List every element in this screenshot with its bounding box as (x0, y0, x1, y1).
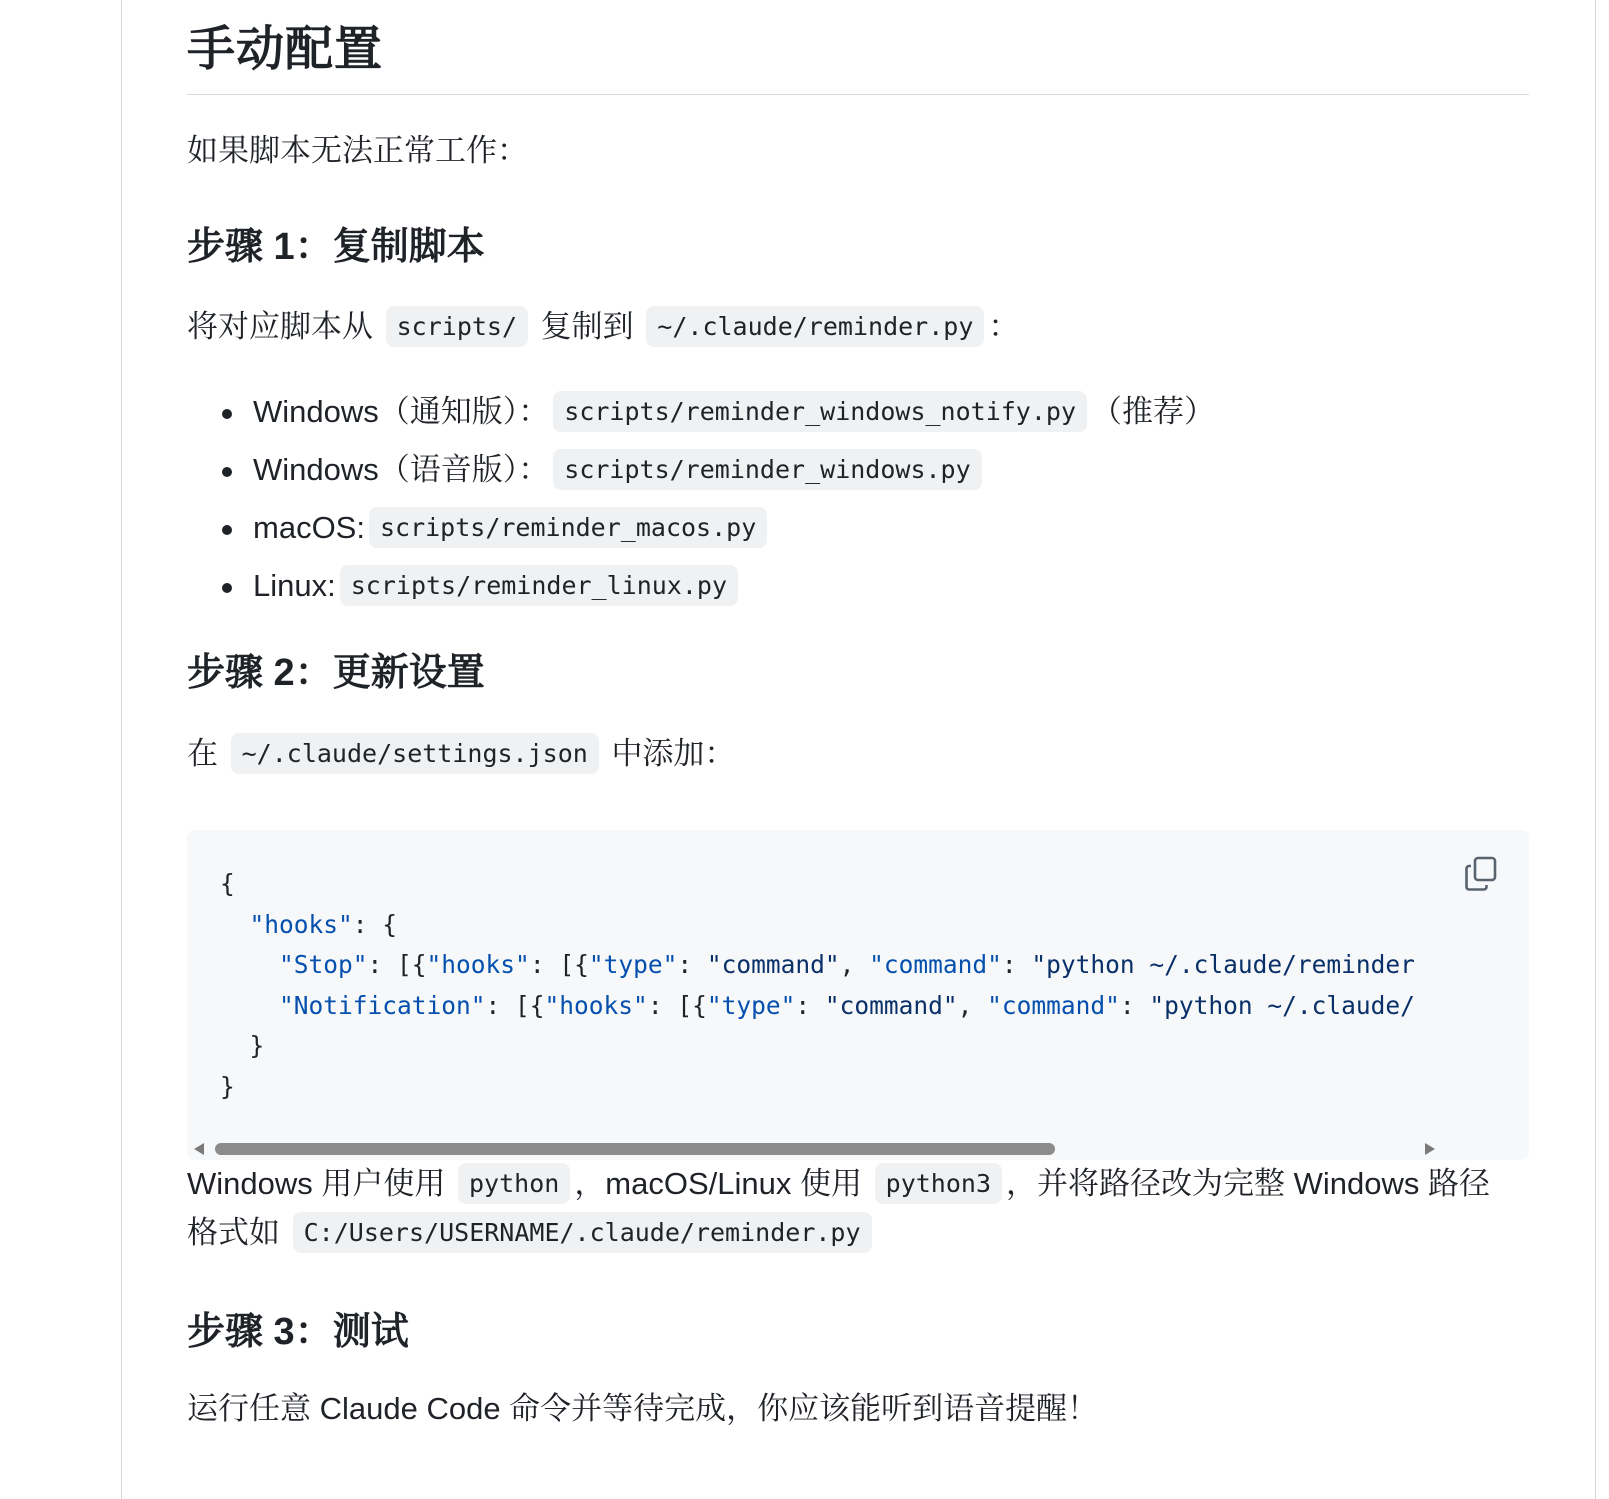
inline-code-src: scripts/ (386, 306, 528, 347)
step2-lead (187, 732, 735, 776)
horizontal-scrollbar[interactable] (187, 1138, 1437, 1160)
code-content[interactable]: { "hooks": { "Stop": [{"hooks": [{"type": "command", "command": "python ~/.claude/reminder "Notification": [{"hooks": [{"type": "command", "command": "python ~/.claude/ } } (220, 869, 1415, 1101)
inline-code-dst: ~/.claude/reminder.py (646, 306, 984, 347)
inline-code-python3: python3 (875, 1163, 1002, 1204)
inline-code-settings: ~/.claude/settings.json (231, 733, 599, 774)
scroll-right-arrow-icon[interactable] (1425, 1143, 1435, 1155)
file-path: scripts/reminder_windows.py (553, 449, 981, 490)
step2-note-line2 (187, 1211, 876, 1255)
step2-lead-post: 中添加： (611, 736, 736, 771)
list-item (187, 506, 1215, 564)
note-text: 格式如 (187, 1215, 280, 1250)
list-item (187, 390, 1215, 448)
note-text: Windows 用户使用 (187, 1166, 446, 1201)
file-path: scripts/reminder_windows_notify.py (553, 391, 1087, 432)
script-file-list (187, 390, 1215, 622)
scroll-left-arrow-icon[interactable] (194, 1143, 204, 1155)
step2-heading: 步骤 2：更新设置 (187, 652, 485, 694)
scrollbar-thumb[interactable] (215, 1143, 1055, 1155)
file-label: Windows（语音版）： (253, 452, 550, 487)
step1-lead-end: ： (988, 309, 1020, 344)
intro-paragraph: 如果脚本无法正常工作： (187, 133, 528, 168)
step1-heading: 步骤 1：复制脚本 (187, 226, 485, 268)
file-label: Linux: (253, 568, 336, 603)
file-label: Windows（通知版）： (253, 394, 550, 429)
file-note: （推荐） (1091, 394, 1216, 429)
step1-lead-mid: 复制到 (540, 309, 634, 344)
step1-lead (187, 305, 1019, 349)
file-path: scripts/reminder_linux.py (340, 565, 738, 606)
inline-code-windows-path: C:/Users/USERNAME/.claude/reminder.py (293, 1212, 872, 1253)
file-path: scripts/reminder_macos.py (369, 507, 767, 548)
step1-lead-text: 将对应脚本从 (187, 309, 373, 344)
step2-lead-pre: 在 (187, 736, 218, 771)
step3-heading: 步骤 3：测试 (187, 1311, 409, 1353)
list-item (187, 564, 1215, 622)
list-item (187, 448, 1215, 506)
note-text: ，并将路径改为完整 Windows 路径 (1006, 1166, 1490, 1201)
title-divider (187, 94, 1529, 95)
step3-paragraph: 运行任意 Claude Code 命令并等待完成，你应该能听到语音提醒！ (187, 1391, 1099, 1426)
inline-code-python: python (458, 1163, 570, 1204)
copy-icon (1464, 856, 1498, 892)
section-title: 手动配置 (187, 23, 384, 76)
step2-note-line1 (187, 1162, 1490, 1206)
note-text: ，macOS/Linux 使用 (574, 1166, 863, 1201)
code-block (187, 830, 1529, 1160)
copy-button[interactable] (1459, 852, 1503, 896)
file-label: macOS: (253, 510, 365, 545)
scrollbar-track[interactable] (215, 1141, 1415, 1157)
